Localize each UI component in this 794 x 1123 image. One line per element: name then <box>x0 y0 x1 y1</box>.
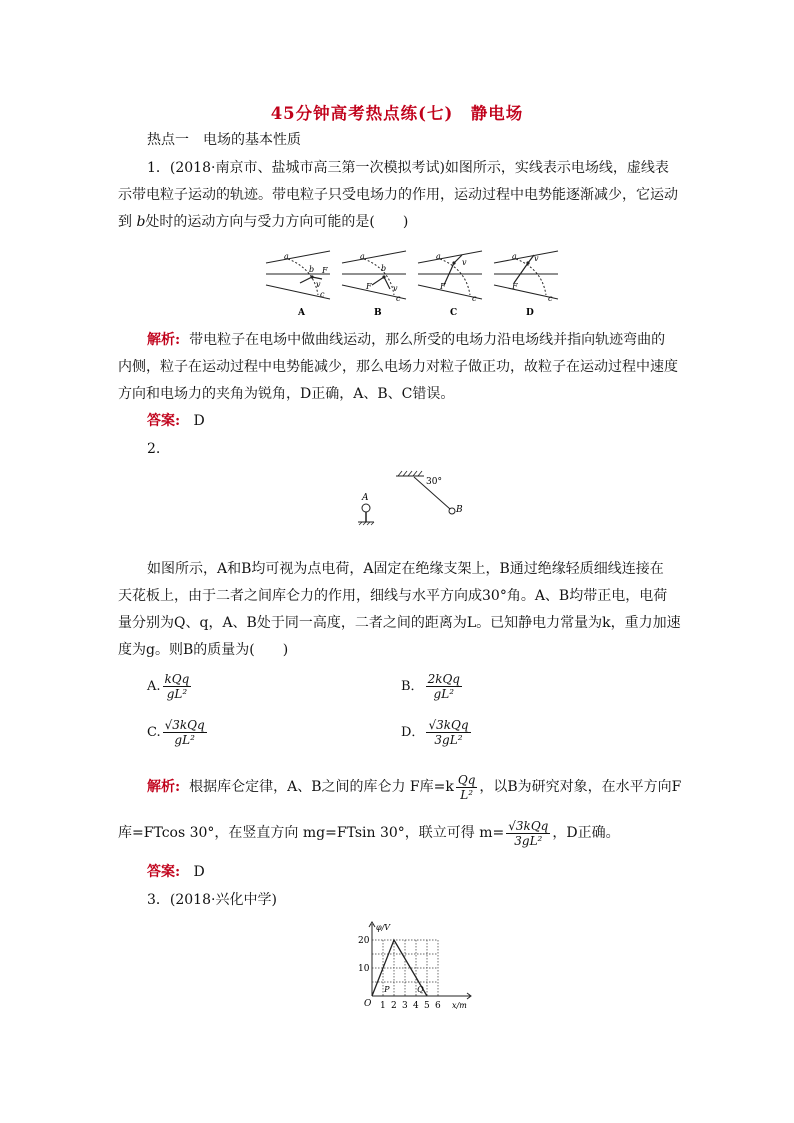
option-d-den: 3gL² <box>434 733 463 747</box>
q1-answer-label: 答案: <box>147 413 181 429</box>
option-c-den: gL² <box>174 733 195 747</box>
option-a-letter: A. <box>147 679 161 694</box>
option-d-letter: D． <box>401 725 425 740</box>
label-v: v <box>316 280 321 289</box>
q2-analysis-line2 <box>118 818 620 848</box>
x-tick-label: 3 <box>402 1001 408 1011</box>
x-tick-label: 4 <box>413 1001 419 1011</box>
svg-text:F: F <box>512 282 518 291</box>
x-tick-label: 6 <box>435 1001 441 1011</box>
figure-c <box>418 251 482 318</box>
q2-answer-value: D <box>193 864 205 880</box>
q2-line4: 度为g。则B的质量为( ) <box>118 642 289 658</box>
svg-text:a: a <box>512 252 517 261</box>
charge-a-label: A <box>362 493 369 503</box>
q2-analysis-text2b: ，D正确。 <box>552 825 620 841</box>
section-heading: 热点一 电场的基本性质 <box>147 132 301 148</box>
q2-answer-label: 答案: <box>147 864 181 880</box>
q3-line1: 3．(2018·兴化中学) <box>147 892 277 908</box>
x-tick-label: 1 <box>380 1001 386 1011</box>
svg-text:c: c <box>396 294 401 303</box>
label-b: b <box>309 265 315 274</box>
svg-text:a: a <box>360 252 365 261</box>
option-b-den: gL² <box>433 687 455 701</box>
option-c-num: √3kQq <box>164 718 205 732</box>
y-axis-label: φ/V <box>376 923 391 932</box>
point-q-label: Q <box>417 984 424 994</box>
q1-line3-var: b <box>136 214 146 230</box>
svg-text:c: c <box>548 294 553 303</box>
option-d[interactable] <box>401 718 473 747</box>
q2-analysis-num1: Qq <box>457 772 476 787</box>
option-c-letter: C. <box>147 725 161 740</box>
option-d-num: √3kQq <box>428 718 469 732</box>
charge-b-label: B <box>456 505 463 515</box>
label-a: a <box>284 252 289 261</box>
q1-line3-start: 到 <box>118 214 132 230</box>
q2-line3: 量分别为Q、q，A、B处于同一高度，二者之间的距离为L。已知静电力常量为k，重力加速 <box>118 615 681 631</box>
q1-answer-value: D <box>193 413 205 429</box>
q2-analysis-den2: 3gL² <box>514 833 543 848</box>
q2-answer <box>147 859 205 886</box>
option-b[interactable] <box>401 672 464 701</box>
coulomb-figure <box>352 468 472 526</box>
origin-label: O <box>364 999 372 1009</box>
option-b-num: 2kQq <box>427 672 460 686</box>
svg-text:c: c <box>472 294 477 303</box>
y-tick-label: 10 <box>358 964 370 974</box>
option-b-letter: B． <box>401 679 424 694</box>
label-c: c <box>320 290 325 299</box>
option-c[interactable] <box>147 718 209 747</box>
q2-analysis-line1 <box>147 772 681 802</box>
q1-analysis-label: 解析: <box>147 332 181 348</box>
q2-line2: 天花板上，由于二者之间库仑力的作用，细线与水平方向成30°角。A、B均带正电，电荷 <box>118 588 668 604</box>
q2-analysis-text2a: 库=FTcos 30°，在竖直方向 mg=FTsin 30°，联立可得 m= <box>118 825 505 841</box>
q1-analysis-line2: 内侧，粒子在运动过程中电势能减少，那么电场力对粒子做正功，故粒子在运动过程中速度 <box>118 359 678 375</box>
option-b-label: B <box>374 308 382 318</box>
q2-analysis-label: 解析: <box>147 779 181 795</box>
potential-chart <box>352 918 482 1012</box>
svg-text:a: a <box>436 252 441 261</box>
svg-text:v: v <box>462 258 467 267</box>
q1-analysis-line3: 方向和电场力的夹角为锐角，D正确，A、B、C错误。 <box>118 386 455 402</box>
field-line-figures <box>262 247 562 319</box>
q1-line2: 示带电粒子运动的轨迹。带电粒子只受电场力的作用，运动过程中电势能逐渐减少，它运动 <box>118 187 678 203</box>
option-a[interactable] <box>147 672 193 701</box>
q1-analysis-text1: 带电粒子在电场中做曲线运动，那么所受的电场力沿电场线并指向轨迹弯曲的 <box>189 332 666 348</box>
figure-d <box>494 251 558 318</box>
q1-analysis-line1 <box>147 327 665 354</box>
q1-answer <box>147 408 205 435</box>
option-a-label: A <box>298 308 305 318</box>
label-f: F <box>322 266 328 275</box>
option-d-label: D <box>526 308 534 318</box>
svg-text:b: b <box>381 264 387 273</box>
option-c-label: C <box>450 308 458 318</box>
x-axis-label: x/m <box>452 1001 467 1010</box>
svg-text:v: v <box>393 284 398 293</box>
q2-analysis-num2: √3kQq <box>508 818 549 833</box>
q2-number: 2. <box>147 441 161 457</box>
q1-line3 <box>118 209 408 236</box>
q1-line3-rest: 处时的运动方向与受力方向可能的是( ) <box>145 214 409 230</box>
x-tick-label: 5 <box>424 1001 430 1011</box>
chart-grid <box>372 940 438 996</box>
point-p-label: P <box>384 984 390 994</box>
q2-line1: 如图所示，A和B均可视为点电荷，A固定在绝缘支架上，B通过绝缘轻质细线连接在 <box>147 561 664 577</box>
angle-label: 30° <box>426 477 442 487</box>
q2-analysis-text1a: 根据库仑定律，A、B之间的库仑力 F库=k <box>189 779 454 795</box>
figure-b <box>342 251 406 318</box>
figure-a <box>266 251 330 318</box>
x-tick-label: 2 <box>391 1001 397 1011</box>
page-title: 45分钟高考热点练(七) 静电场 <box>270 104 524 123</box>
svg-text:F: F <box>440 282 446 291</box>
option-a-den: gL² <box>166 687 188 701</box>
svg-text:v: v <box>534 254 539 263</box>
svg-text:F: F <box>366 282 372 291</box>
option-a-num: kQq <box>164 672 190 686</box>
q1-line1: 1．(2018·南京市、盐城市高三第一次模拟考试)如图所示，实线表示电场线，虚线表 <box>147 160 669 176</box>
y-tick-label: 20 <box>358 936 370 946</box>
q2-analysis-den1: L² <box>460 787 474 802</box>
q2-analysis-text1b: ，以B为研究对象，在水平方向F <box>479 779 682 795</box>
